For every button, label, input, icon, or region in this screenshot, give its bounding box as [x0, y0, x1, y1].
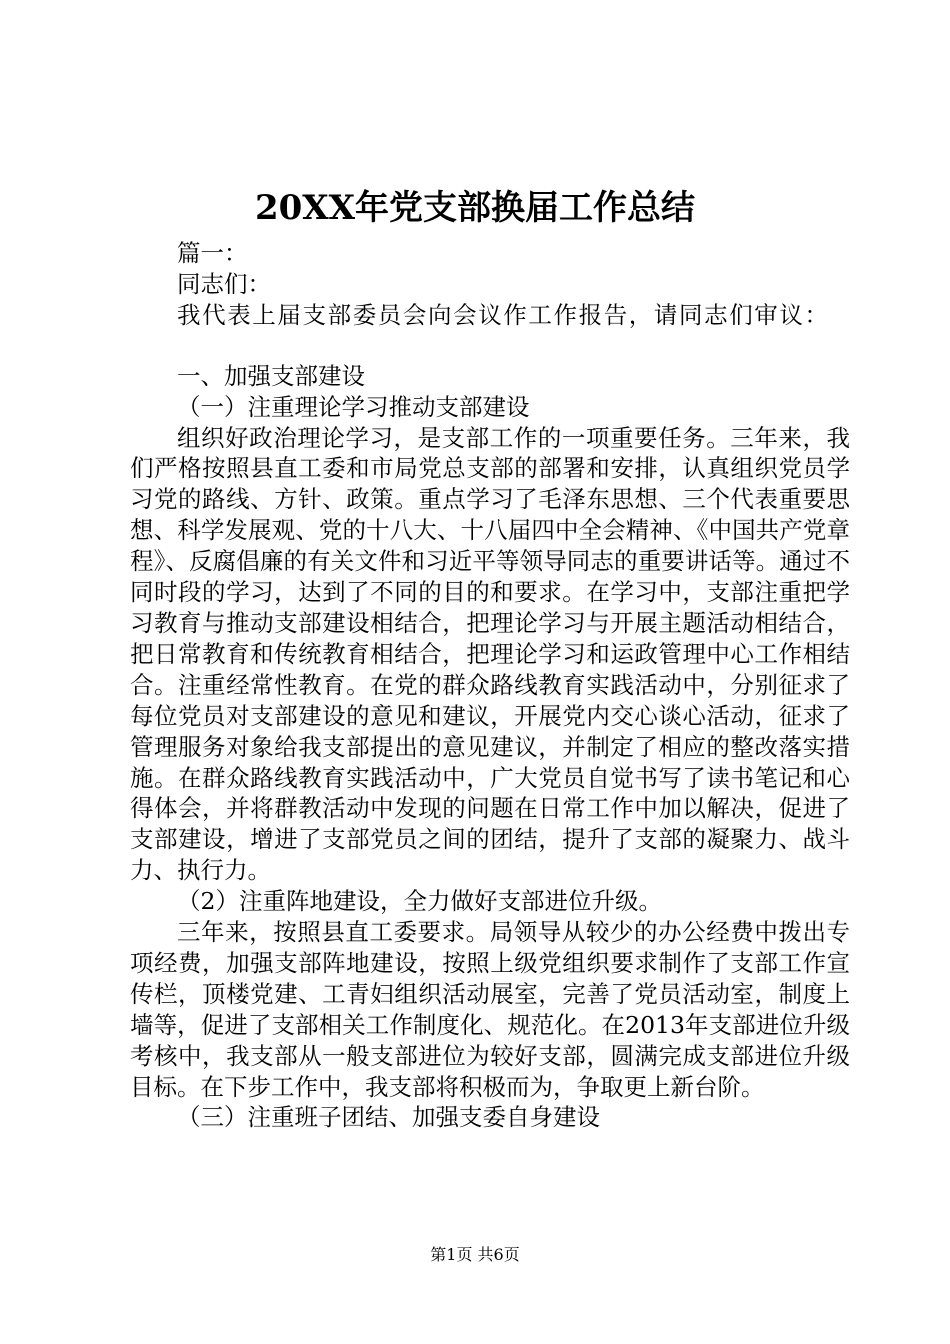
intro-paragraph: 我代表上届支部委员会向会议作工作报告，请同志们审议：	[177, 300, 830, 329]
heading-level-2: （2）注重阵地建设，全力做好支部进位升级。	[177, 887, 662, 916]
page-footer: 第1页 共6页	[430, 1245, 520, 1264]
body-paragraph: 组织好政治理论学习，是支部工作的一项重要任务。三年来，我们严格按照县直工委和市局党总支部的部署和安排，认真组织党员学习党的路线、方针、政策。重点学习了毛泽东思想、三个代表重要思想、科学发展观、党的十八大、十八届四中全会精神、《中国共产党章程》、反腐倡廉的有关文件和习近平等领导同志的重要讲话等。通过不同时段的学习，达到了不同的目的和要求。在学习中，支部注重把学习教育与推动支部建设相结合，把理论学习与开展主题活动相结合，把日常教育和传统教育相结合，把理论学习和运政管理中心工作相结合。注重经常性教育。在党的群众路线教育实践活动中，分别征求了每位党员对支部建设的意见和建议，开展党内交心谈心活动，征求了管理服务对象给我支部提出的意见建议，并制定了相应的整改落实措施。在群众路线教育实践活动中，广大党员自觉书写了读书笔记和心得体会，并将群教活动中发现的问题在日常工作中加以解决，促进了支部建设，增进了支部党员之间的团结，提升了支部的凝聚力、战斗力、执行力。	[130, 423, 850, 885]
salutation: 同志们：	[177, 269, 271, 298]
heading-level-2: （三）注重班子团结、加强支委自身建设	[177, 1103, 600, 1132]
heading-level-1: 一、加强支部建设	[177, 361, 365, 390]
document-title: 20XX年党支部换届工作总结	[254, 188, 696, 228]
heading-level-2: （一）注重理论学习推动支部建设	[177, 392, 530, 421]
section-label: 篇一：	[177, 239, 248, 267]
body-paragraph: 三年来，按照县直工委要求。局领导从较少的办公经费中拨出专项经费，加强支部阵地建设，按照上级党组织要求制作了支部工作宣传栏，顶楼党建、工青妇组织活动展室，完善了党员活动室，制度上墙等，促进了支部相关工作制度化、规范化。在2013年支部进位升级考核中，我支部从一般支部进位为较好支部，圆满完成支部进位升级目标。在下步工作中，我支部将积极而为，争取更上新台阶。	[130, 918, 850, 1101]
document-body	[130, 238, 850, 1133]
